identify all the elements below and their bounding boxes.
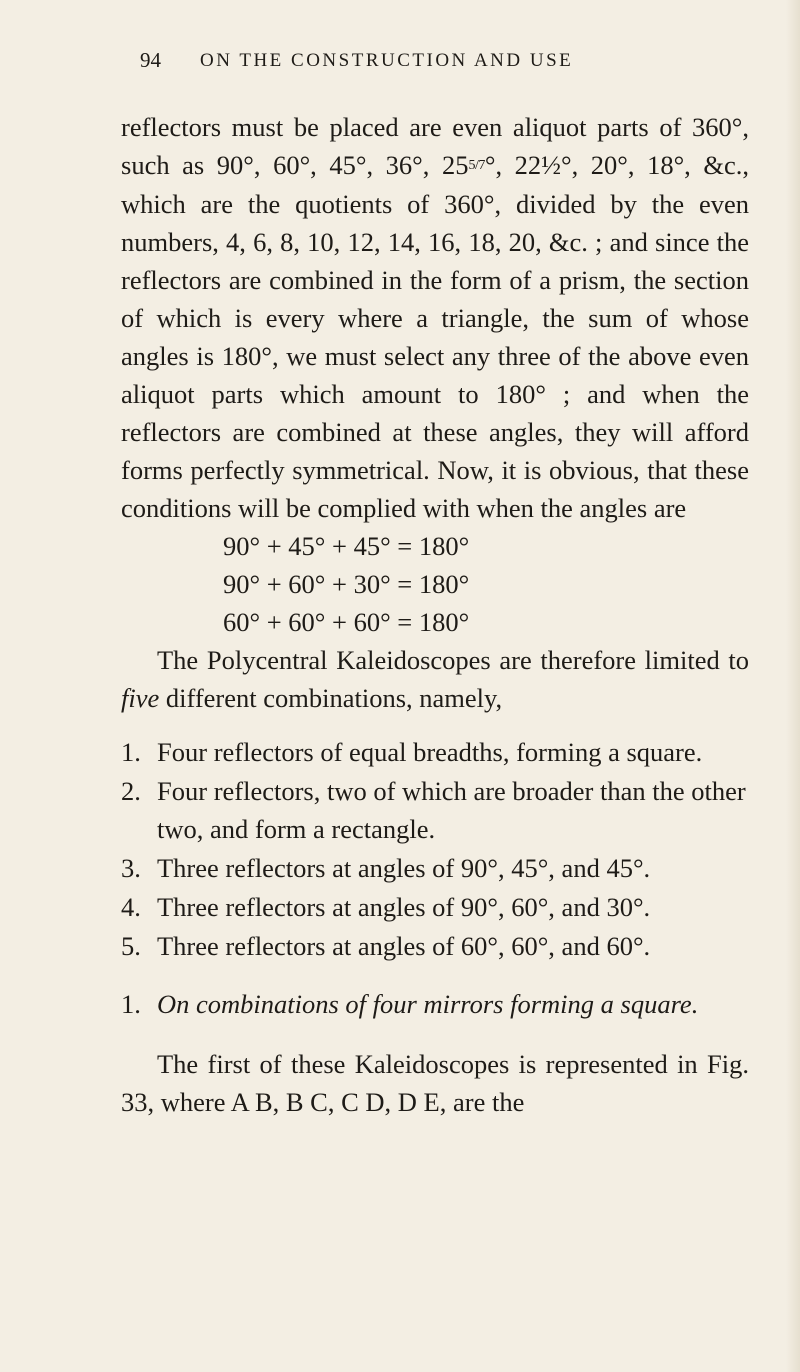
equation-line: 60° + 60° + 60° = 180° <box>223 607 470 637</box>
angle-equations <box>121 527 749 641</box>
paragraph-five-combinations <box>121 641 749 717</box>
list-item <box>121 733 749 771</box>
list-number: 1. <box>121 737 141 767</box>
list-text: Four reflectors, two of which are broader than the other two, and form a rectangle. <box>157 776 746 844</box>
equation-line: 90° + 45° + 45° = 180° <box>223 531 470 561</box>
body-text <box>121 108 749 1121</box>
combinations-list <box>121 733 749 965</box>
section-heading <box>121 985 749 1023</box>
list-number: 3. <box>121 853 141 883</box>
equation-line: 90° + 60° + 30° = 180° <box>223 569 470 599</box>
section-title: On combinations of four mirrors forming a square. <box>157 989 699 1019</box>
list-number: 4. <box>121 892 141 922</box>
list-number: 2. <box>121 776 141 806</box>
list-text: Four reflectors of equal breadths, forming a square. <box>157 737 703 767</box>
paragraph-aliquot-parts <box>121 108 749 527</box>
list-item <box>121 849 749 887</box>
emphasis-text: five <box>121 683 160 713</box>
list-text: Three reflectors at angles of 90°, 45°, and 45°. <box>157 853 651 883</box>
list-text: Three reflectors at angles of 90°, 60°, and 30°. <box>157 892 651 922</box>
paragraph-first-kaleidoscope: The first of these Kaleidoscopes is represented in Fig. 33, where A B, B C, C D, D E, are the <box>121 1049 749 1117</box>
list-item <box>121 927 749 965</box>
fraction: 5/7 <box>468 158 485 173</box>
page-number: 94 <box>140 48 161 72</box>
list-number: 5. <box>121 931 141 961</box>
page-edge <box>786 0 800 1372</box>
paragraph-text: different combinations, namely, <box>159 683 503 713</box>
running-title: ON THE CONSTRUCTION AND USE <box>200 50 574 71</box>
list-item <box>121 772 749 848</box>
list-item <box>121 888 749 926</box>
paragraph-text: The Polycentral Kaleidoscopes are therefore limited to <box>157 645 749 675</box>
section-number: 1. <box>121 989 141 1019</box>
list-text: Three reflectors at angles of 60°, 60°, and 60°. <box>157 931 651 961</box>
paragraph-text: reflectors must be placed are even aliquot parts of 360°, such as 90°, 60°, 45°, 36°, 25 <box>121 112 749 180</box>
paragraph-text: °, 22½°, 20°, 18°, &c., which are the quotients of 360°, divided by the even numbers, 4, 6, 8, 10, 12, 14, 16, 18, 20, &c. ; and since the reflectors are combined in the form of a prism, the section of which is every where a triangle, the sum of whose angles is 180°, we must select any three of the above even aliquot parts which amount to 180° ; and when the reflectors are combined at these angles, they will afford forms perfectly symmetrical. Now, it is obvious, that these conditions will be complied with when the angles are <box>121 150 750 523</box>
